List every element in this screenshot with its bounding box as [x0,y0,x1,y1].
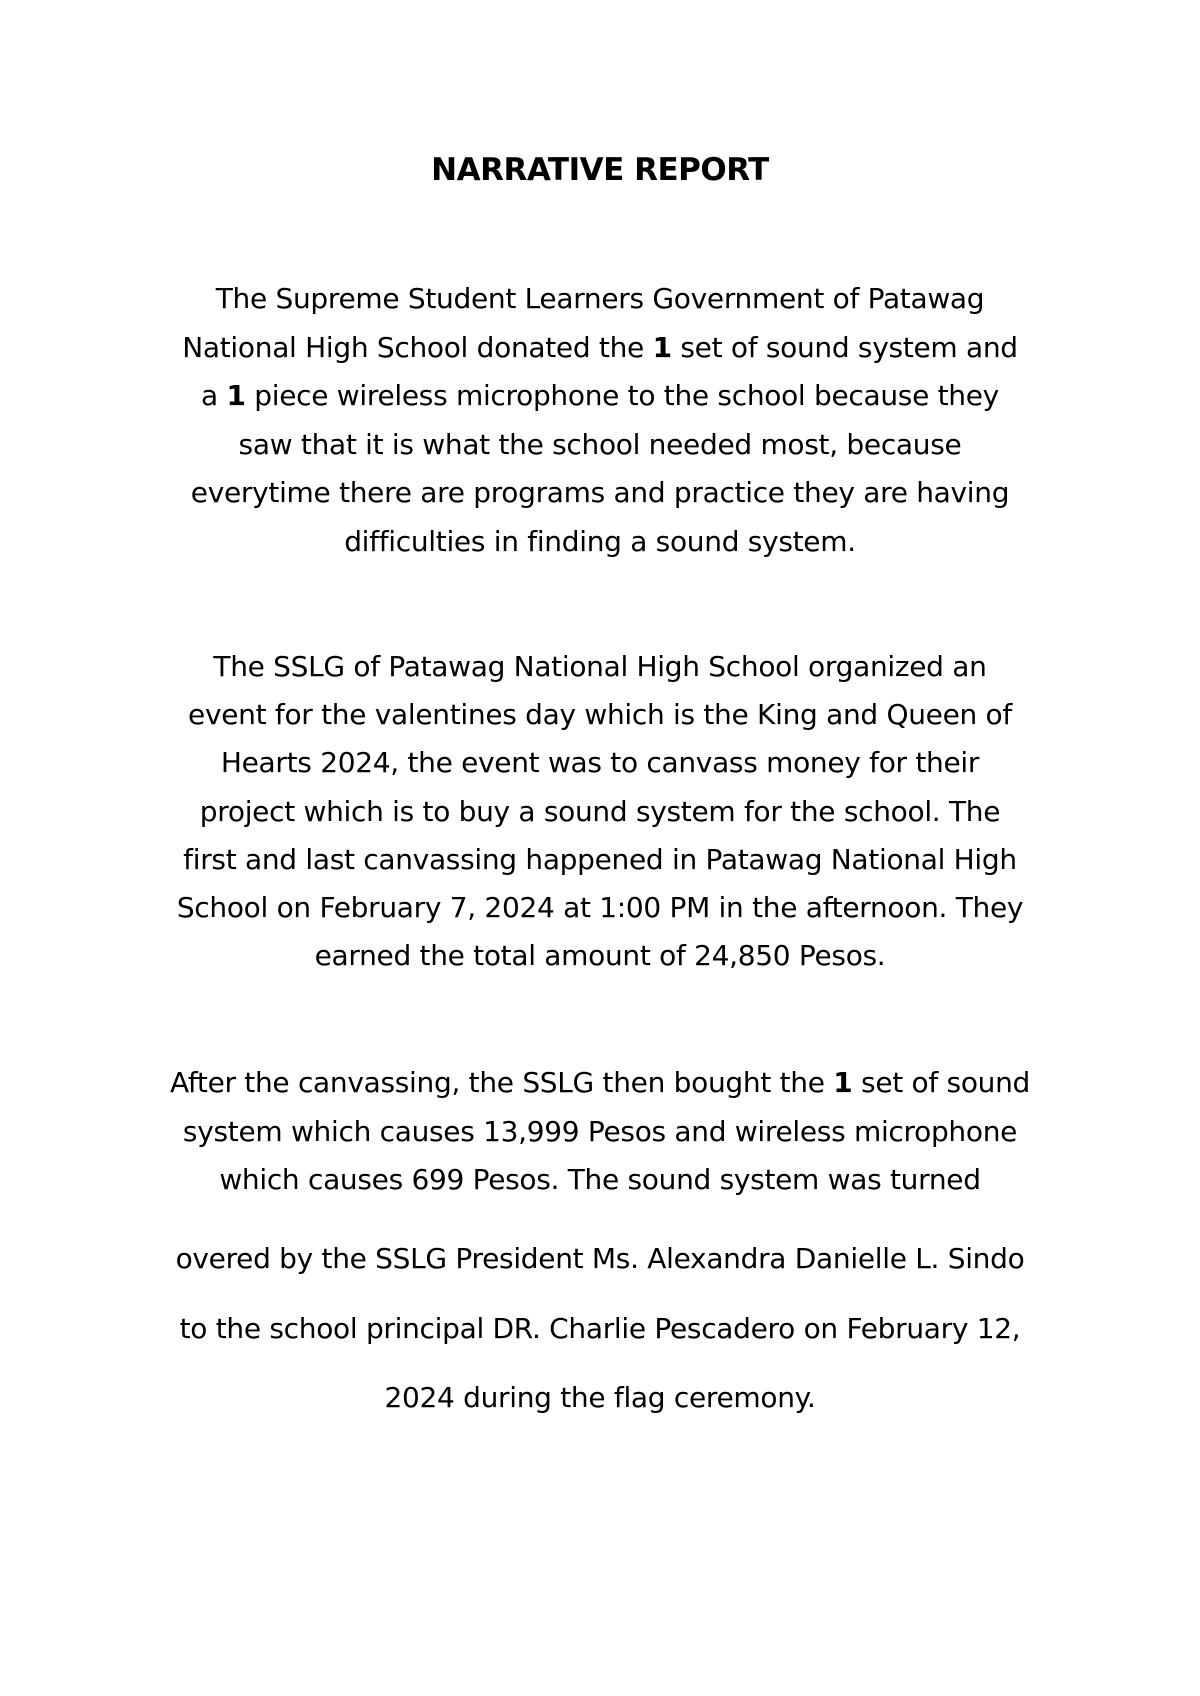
paragraph-line: Hearts 2024, the event was to canvass money for their [220,746,980,780]
paragraph-line: saw that it is what the school needed most, because [238,427,962,461]
paragraph-line: first and last canvassing happened in Patawag National High [183,842,1017,876]
paragraph-line: The SSLG of Patawag National High School organized an [213,650,987,683]
paragraph-line: earned the total amount of 24,850 Pesos. [314,939,886,973]
report-title: NARRATIVE REPORT [431,152,769,188]
paragraph-line: event for the valentines day which is the King and Queen of [188,698,1012,732]
paragraph-line: which causes 699 Pesos. The sound system was turned [219,1163,981,1196]
paragraph-event [130,643,1070,980]
paragraph-line: overed by the SSLG President Ms. Alexandra Danielle L. Sindo [175,1242,1025,1275]
paragraph-line: everytime there are programs and practice they are having [190,476,1010,509]
paragraph-line: 2024 during the flag ceremony. [384,1381,816,1414]
paragraph-line: The Supreme Student Learners Government of Patawag [215,282,985,315]
bold-number: 1 [226,379,246,412]
paragraph-line: a 1 piece wireless microphone to the school because they [201,379,999,412]
paragraph-line: to the school principal DR. Charlie Pescadero on February 12, [179,1311,1021,1345]
bold-number: 1 [833,1066,853,1099]
paragraph-line: system which causes 13,999 Pesos and wireless microphone [182,1114,1018,1148]
paragraph-turnover [130,1224,1070,1433]
paragraph-line: School on February 7, 2024 at 1:00 PM in the afternoon. They [176,891,1024,925]
paragraph-line: difficulties in finding a sound system. [344,524,856,558]
paragraph-line: National High School donated the 1 set of sound system and [182,330,1018,364]
paragraph-donation [130,275,1070,566]
paragraph-line: After the canvassing, the SSLG then bought the 1 set of sound [169,1066,1031,1099]
paragraph-purchase [130,1059,1070,1205]
paragraph-line: project which is to buy a sound system for the school. The [199,794,1001,828]
bold-number: 1 [652,330,672,364]
